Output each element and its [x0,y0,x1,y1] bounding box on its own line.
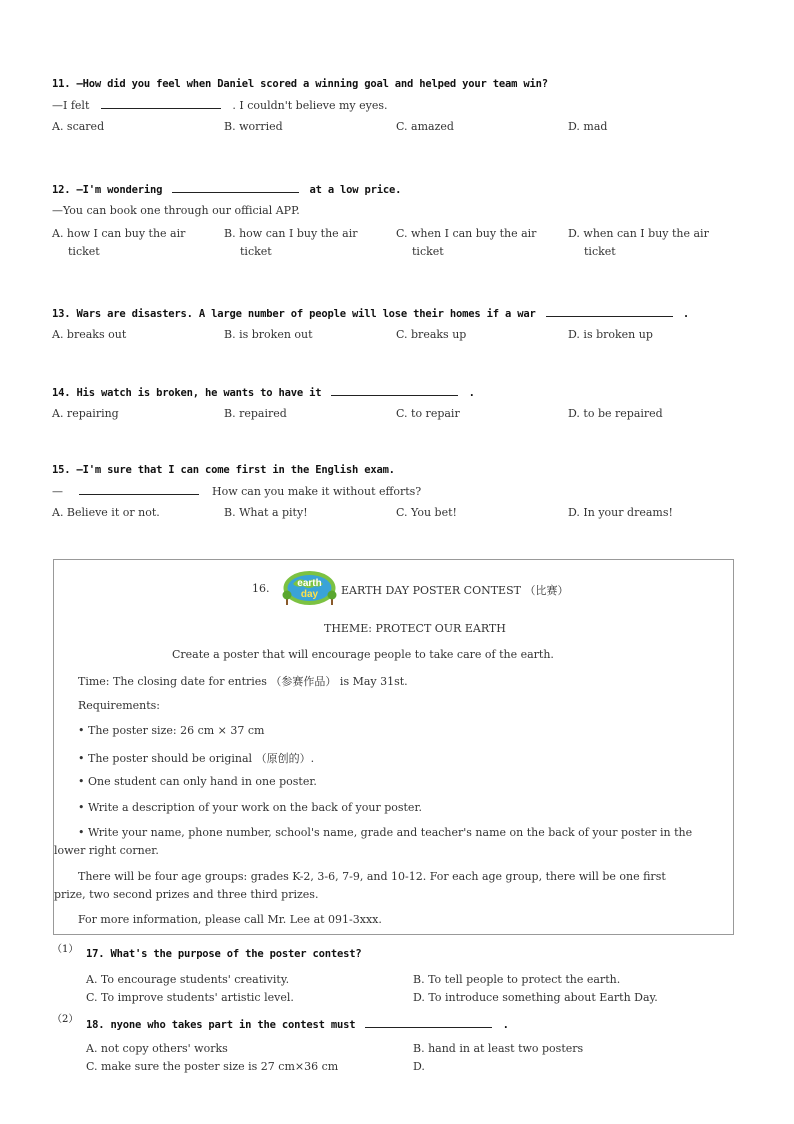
contact-info: For more information, please call Mr. Lee at 091-3xxx. [78,913,382,926]
question-12 [52,182,709,265]
logo-text: earth [297,578,322,589]
option-line: C. when I can buy the air [396,227,537,240]
question-stem: 15. —I'm sure that I can come first in the English exam. [52,464,395,476]
answer-blank[interactable] [79,484,199,495]
option-line: A. how I can buy the air [52,227,186,240]
option-c[interactable] [396,225,546,261]
question-stem [52,182,401,196]
option-a[interactable]: A. scared [52,120,105,133]
option-d[interactable]: D. To introduce something about Earth Day. [413,991,658,1004]
options-row [52,506,673,522]
subquestion-marker: （1） [52,944,79,955]
logo-tree-crown [328,591,337,600]
response-text: . I couldn't believe my eyes. [232,99,388,112]
subquestion-17-stem: 17. What's the purpose of the poster contest? [86,948,362,960]
answer-blank[interactable] [546,306,673,317]
answer-blank[interactable] [365,1017,492,1028]
stem-text: 13. Wars are disasters. A large number of people will lose their homes if a war [52,308,536,320]
option-b[interactable] [224,225,374,261]
requirement-item-cont: lower right corner. [54,844,159,857]
option-d[interactable]: D. is broken up [568,328,653,341]
question-13 [52,306,689,344]
stem-text: . [468,387,475,399]
option-line: B. how can I buy the air [224,227,358,240]
option-c[interactable]: C. To improve students' artistic level. [86,991,294,1004]
option-d[interactable]: D. mad [568,120,608,133]
options-row [52,407,663,423]
response-line [52,484,421,498]
question-15 [52,464,673,522]
subquestion-18-options [86,1042,736,1078]
requirements-label: Requirements: [78,699,161,712]
answer-blank[interactable] [101,98,221,109]
response-text: How can you make it without efforts? [212,485,422,498]
option-d[interactable]: D. [413,1060,425,1073]
option-a[interactable]: A. breaks out [52,328,127,341]
option-line: ticket [240,245,272,258]
poster-intro: Create a poster that will encourage people to take care of the earth. [172,648,554,661]
question-number: 16. [252,582,270,595]
option-a[interactable] [52,225,202,261]
stem-text: . [502,1019,509,1031]
option-c[interactable]: C. amazed [396,120,454,133]
option-c[interactable]: C. breaks up [396,328,467,341]
poster-theme: THEME: PROTECT OUR EARTH [324,622,506,635]
option-d[interactable] [568,225,718,261]
stem-text: at a low price. [309,184,402,196]
option-a[interactable]: A. To encourage students' creativity. [86,973,290,986]
option-line: D. when can I buy the air [568,227,709,240]
options-row [52,225,709,265]
option-line: ticket [412,245,444,258]
age-groups-text-cont: prize, two second prizes and three third prizes. [54,888,319,901]
stem-text: 18. nyone who takes part in the contest must [86,1019,356,1031]
option-line: ticket [68,245,100,258]
subquestion-17-options [86,973,736,1009]
option-b[interactable]: B. hand in at least two posters [413,1042,584,1055]
option-c[interactable]: C. You bet! [396,506,457,519]
subquestion-marker: （2） [52,1014,79,1025]
question-stem [52,306,689,320]
requirement-item: • Write a description of your work on the back of your poster. [78,801,422,814]
option-b[interactable]: B. repaired [224,407,287,420]
option-b[interactable]: B. To tell people to protect the earth. [413,973,621,986]
response-text: —I felt [52,99,90,112]
option-c[interactable]: C. to repair [396,407,460,420]
requirement-item: • The poster should be original （原创的）. [78,752,315,765]
option-d[interactable]: D. to be repaired [568,407,663,420]
options-row [52,120,608,136]
question-stem [52,385,475,399]
logo-tree-crown [283,591,292,600]
option-a[interactable]: A. repairing [52,407,119,420]
response-line: —You can book one through our official APP. [52,204,300,217]
poster-title: EARTH DAY POSTER CONTEST （比赛） [341,584,569,597]
answer-blank[interactable] [172,182,299,193]
subquestion-18-stem [86,1017,509,1031]
answer-blank[interactable] [331,385,458,396]
option-line: ticket [584,245,616,258]
requirement-item: • Write your name, phone number, school's name, grade and teacher's name on the back of your poster in the [78,826,693,839]
age-groups-text: There will be four age groups: grades K-2, 3-6, 7-9, and 10-12. For each age group, there will be one first [78,870,666,883]
option-a[interactable]: A. not copy others' works [86,1042,228,1055]
requirement-item: • One student can only hand in one poster. [78,775,317,788]
earth-day-logo [281,568,338,608]
question-11 [52,78,608,136]
option-b[interactable]: B. worried [224,120,283,133]
option-a[interactable]: A. Believe it or not. [52,506,160,519]
poster-box [53,559,734,935]
option-d[interactable]: D. In your dreams! [568,506,673,519]
stem-text: . [682,308,689,320]
option-b[interactable]: B. What a pity! [224,506,308,519]
logo-text: day [300,589,319,600]
response-line [52,98,548,112]
requirement-item: • The poster size: 26 cm × 37 cm [78,724,265,737]
question-14 [52,385,663,423]
question-stem: 11. —How did you feel when Daniel scored a winning goal and helped your team win? [52,78,548,90]
response-text: — [52,485,63,498]
stem-text: 14. His watch is broken, he wants to have it [52,387,322,399]
poster-time: Time: The closing date for entries （参赛作品） is May 31st. [78,675,408,688]
option-b[interactable]: B. is broken out [224,328,313,341]
stem-text: 12. —I'm wondering [52,184,163,196]
options-row [52,328,689,344]
option-c[interactable]: C. make sure the poster size is 27 cm×36 cm [86,1060,339,1073]
